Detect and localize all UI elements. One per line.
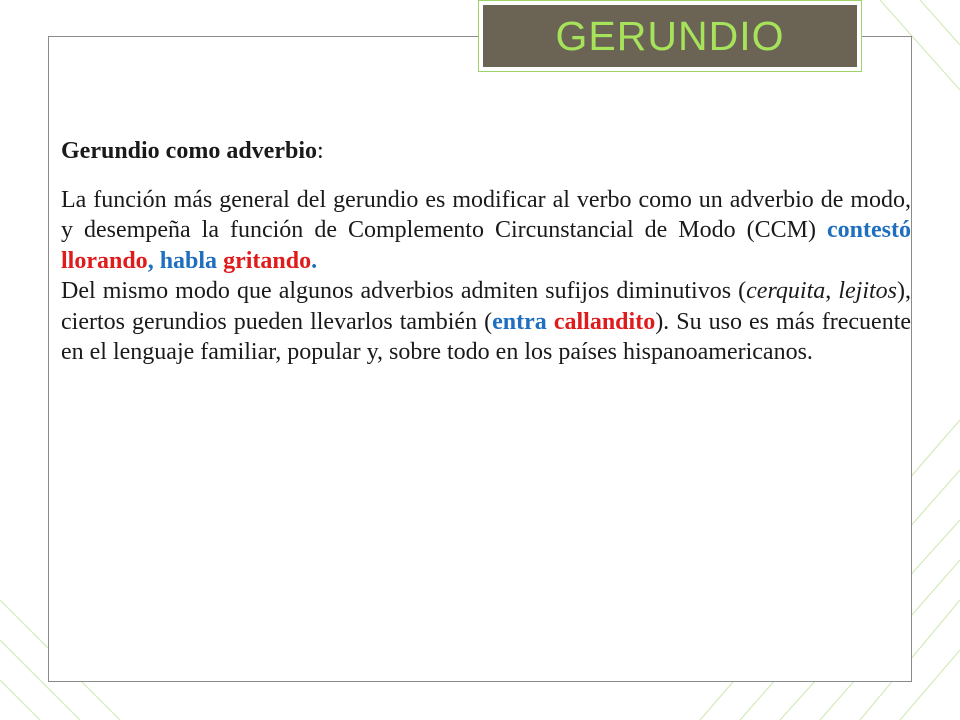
paragraph-1	[61, 185, 911, 277]
p1-text: La función más general del gerundio es modificar al verbo como un adverbio de modo, y desempeña la función de Complemento Circunstancial de Modo (CCM)	[61, 186, 911, 243]
p2-text-4: ). Su uso es más frecuente en el lenguaje familiar, popular y, sobre todo en los países hispanoamericanos.	[61, 308, 912, 365]
p1-comma: ,	[147, 247, 154, 274]
p1-example-1: contestó	[827, 217, 911, 243]
p1-dot: .	[311, 247, 318, 274]
p1-example-1b: llorando	[61, 247, 148, 274]
title-box	[478, 0, 862, 72]
p2-text-1: Del mismo modo que algunos adverbios admiten sufijos diminutivos (	[61, 278, 747, 304]
p2-text-3: ), ciertos gerundios pueden llevarlos también (	[61, 278, 912, 335]
p1-example-2: habla	[159, 247, 218, 274]
p2-text-2: ,	[825, 278, 839, 304]
slide-content	[61, 136, 911, 368]
heading-bold: Gerundio como adverbio	[61, 138, 317, 164]
section-heading	[61, 136, 911, 167]
paragraph-2	[61, 276, 911, 368]
heading-suffix: :	[317, 138, 324, 164]
p1-example-2b: gritando	[223, 247, 312, 274]
slide-title: GERUNDIO	[483, 5, 857, 67]
p2-italic-2: lejitos	[838, 278, 898, 304]
p2-italic-1: cerquita	[746, 278, 826, 304]
p2-example-1b: callandito	[553, 308, 656, 335]
p2-example-1: entra	[492, 308, 547, 335]
